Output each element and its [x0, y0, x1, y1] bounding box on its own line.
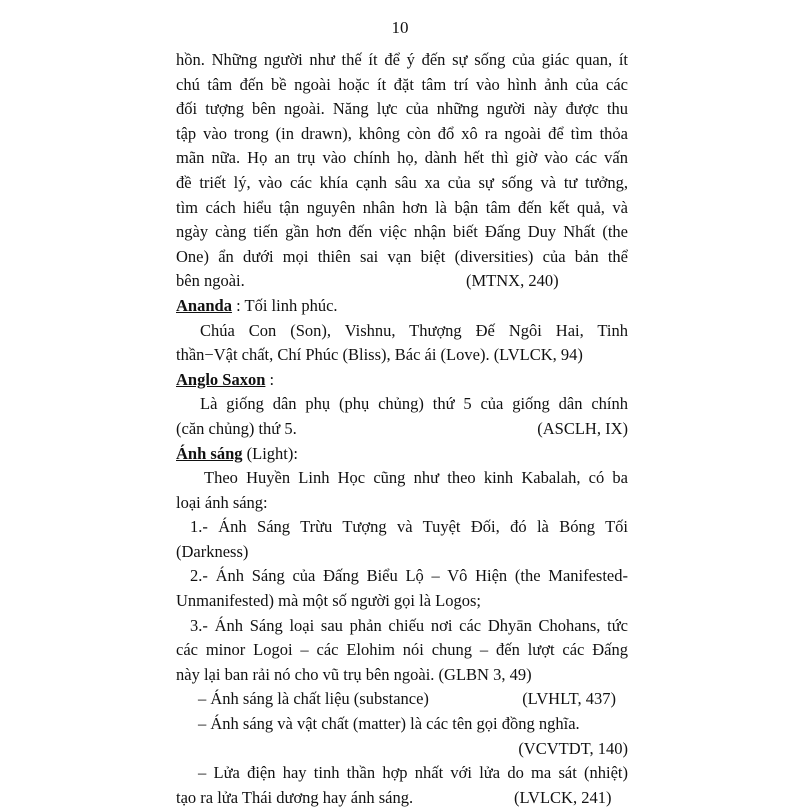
text-line: – Ánh sáng và vật chất (matter) là các tên gọi đồng nghĩa.: [198, 714, 580, 734]
text-line: tìm cách hiểu tận nguyên nhân hơn là bận tâm đến kết quả, và: [176, 197, 628, 217]
text-line: này lại ban rải nó cho vũ trụ bên ngoài. (GLBN 3, 49): [176, 664, 532, 684]
text-line: (Darkness): [176, 541, 249, 561]
entry-heading-ananda: [176, 294, 628, 319]
page-body: [176, 48, 628, 810]
entry-term: Ánh sáng: [176, 443, 243, 463]
entry-heading-light: [176, 442, 628, 467]
text-line: – Lửa điện hay tinh thần hợp nhất với lửa do ma sát (nhiệt): [198, 763, 628, 783]
text-line: [176, 687, 628, 712]
text-line: Chúa Con (Son), Vishnu, Thượng Đế Ngôi Hai, Tinh: [200, 320, 628, 340]
text-line: tập vào trong (in drawn), không còn đổ xô ra ngoài để tìm thỏa: [176, 123, 628, 143]
text-line: [176, 786, 628, 810]
text-line: 3.- Ánh Sáng loại sau phản chiếu nơi các Dhyān Chohans, tức: [190, 615, 628, 635]
text-line: mãn nữa. Họ an trụ vào chính họ, dành hết thì giờ vào các vấn: [176, 148, 628, 168]
text-fragment: bên ngoài.: [176, 271, 245, 291]
text-fragment: – Ánh sáng là chất liệu (substance): [198, 689, 429, 709]
text-line: thần−Vật chất, Chí Phúc (Bliss), Bác ái (Love). (LVLCK, 94): [176, 345, 583, 365]
text-line: đề triết lý, vào các khía cạnh sâu xa của sự sống và tư tưởng,: [176, 172, 628, 192]
text-line: chú tâm đến bề ngoài hoặc ít đặt tâm trí vào hình ảnh của các: [176, 74, 628, 94]
text-line: loại ánh sáng:: [176, 492, 268, 512]
text-line: 1.- Ánh Sáng Trừu Tượng và Tuyệt Đối, đó là Bóng Tối: [190, 517, 628, 537]
text-line: Là giống dân phụ (phụ chủng) thứ 5 của giống dân chính: [200, 394, 628, 414]
citation: (MTNX, 240): [466, 271, 559, 291]
text-line: hồn. Những người như thế ít để ý đến sự sống của giác quan, ít: [176, 50, 628, 69]
citation: (LVLCK, 241): [514, 787, 612, 807]
citation: (VCVTDT, 140): [518, 738, 628, 758]
text-line: One) ẩn dưới mọi thiên sai vạn biệt (diversities) của bản thể: [176, 246, 628, 266]
entry-definition: : Tối linh phúc.: [231, 295, 338, 315]
text-line: ngày càng tiến gần hơn đến việc nhận biết Đấng Duy Nhất (the: [176, 222, 628, 242]
text-line: 2.- Ánh Sáng của Đấng Biểu Lộ – Vô Hiện (the Manifested-: [190, 566, 628, 586]
citation: (ASCLH, IX): [537, 418, 628, 438]
text-line: [176, 417, 628, 442]
entry-term: Ananda: [176, 295, 232, 315]
text-fragment: (căn chủng) thứ 5.: [176, 418, 297, 438]
page-number: 10: [391, 18, 409, 37]
text-line: Unmanifested) mà một số người gọi là Logos;: [176, 591, 482, 611]
entry-suffix: (Light):: [242, 443, 298, 463]
text-line: Theo Huyền Linh Học cũng như theo kinh Kabalah, có ba: [204, 468, 628, 488]
entry-suffix: :: [265, 369, 275, 389]
text-line: [176, 269, 628, 294]
text-line: đối tượng bên ngoài. Năng lực của những người này được thu: [176, 99, 628, 119]
entry-heading-anglo-saxon: [176, 368, 628, 393]
citation: (LVHLT, 437): [522, 689, 616, 709]
entry-term: Anglo Saxon: [176, 369, 266, 389]
text-fragment: tạo ra lửa Thái dương hay ánh sáng.: [176, 787, 414, 807]
text-line: các minor Logoi – các Elohim nói chung – đến lượt các Đấng: [176, 640, 628, 660]
